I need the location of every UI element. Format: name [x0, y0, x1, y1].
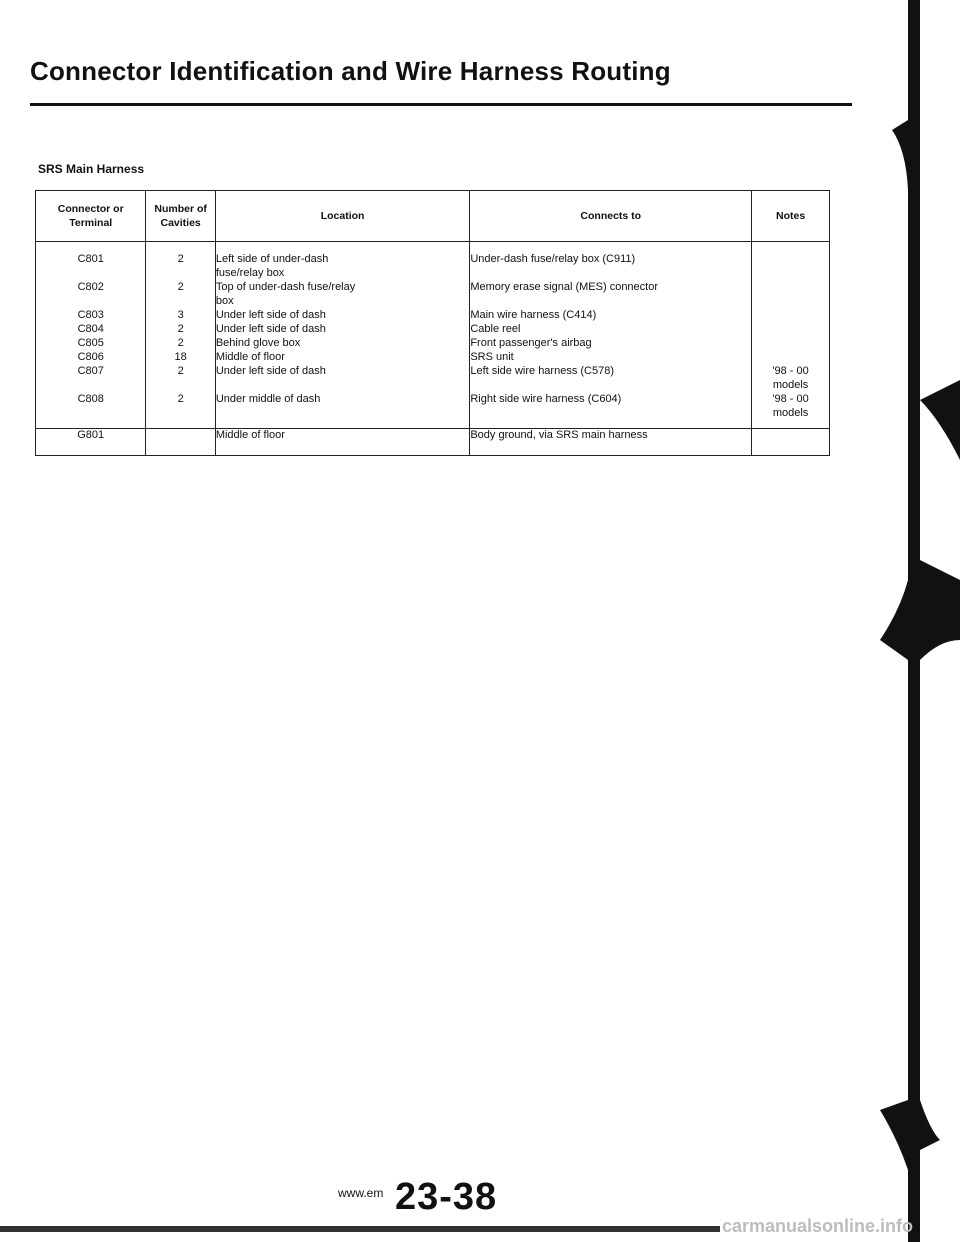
location-line: Under left side of dash — [215, 323, 326, 335]
ground-cavities — [146, 429, 215, 456]
notes-line: models — [772, 379, 809, 391]
watermark-left: www.em — [338, 1186, 384, 1200]
cavities-line: 2 — [177, 393, 184, 405]
connects-line: Right side wire harness (C604) — [470, 393, 622, 405]
ground-connects: Body ground, via SRS main harness — [470, 429, 752, 456]
notes-line — [752, 252, 829, 266]
location-line: Middle of floor — [215, 351, 285, 363]
terminal-line: C805 — [77, 337, 104, 349]
notes-line — [752, 322, 829, 336]
location-line: Top of under-dash fuse/relay — [215, 281, 356, 293]
table-row-connectors — [36, 242, 830, 429]
location-line: Left side of under-dash — [215, 253, 329, 265]
harness-table — [35, 190, 830, 456]
terminal-line: C804 — [77, 323, 104, 335]
location-column — [215, 242, 470, 429]
cavities-column — [146, 242, 215, 429]
terminal-line: C808 — [77, 393, 104, 405]
page-number: 23-38 — [395, 1176, 498, 1218]
footer-bar — [0, 1226, 720, 1232]
notes-line — [752, 350, 829, 364]
terminal-line — [36, 266, 145, 280]
location-line — [216, 378, 470, 392]
connects-line — [470, 294, 751, 308]
cavities-line: 2 — [177, 365, 184, 377]
notes-line: models — [772, 407, 809, 419]
title-rule — [30, 103, 852, 106]
connects-line: Main wire harness (C414) — [470, 309, 597, 321]
notes-line — [752, 280, 829, 294]
header-notes: Notes — [752, 191, 830, 242]
connects-line: Memory erase signal (MES) connector — [470, 281, 659, 293]
connects-column — [470, 242, 752, 429]
terminal-line — [36, 294, 145, 308]
location-line: fuse/relay box — [215, 267, 285, 279]
watermark-right: carmanualsonline.info — [722, 1216, 914, 1236]
cavities-line: 18 — [174, 351, 187, 363]
connects-line: SRS unit — [470, 351, 514, 363]
cavities-line: 2 — [177, 253, 184, 265]
binder-tabs-graphic — [880, 0, 960, 1242]
terminal-column — [36, 242, 146, 429]
section-subtitle: SRS Main Harness — [38, 162, 145, 176]
connects-line — [470, 266, 751, 280]
connects-line: Front passenger's airbag — [470, 337, 592, 349]
terminal-line — [36, 378, 145, 392]
ground-location: Middle of floor — [215, 429, 470, 456]
notes-line — [752, 266, 829, 280]
table-row-ground — [36, 429, 830, 456]
notes-column — [752, 242, 830, 429]
header-connects-to: Connects to — [470, 191, 752, 242]
terminal-line: C802 — [77, 281, 104, 293]
header-location: Location — [215, 191, 470, 242]
connects-line — [470, 378, 751, 392]
cavities-line: 2 — [177, 323, 184, 335]
location-line: Under middle of dash — [215, 393, 321, 405]
terminal-line: C803 — [77, 309, 104, 321]
terminal-line: C806 — [77, 351, 104, 363]
location-line: box — [215, 295, 234, 307]
notes-line — [752, 294, 829, 308]
notes-line — [752, 308, 829, 322]
connects-line: Under-dash fuse/relay box (C911) — [470, 253, 636, 265]
connects-line: Left side wire harness (C578) — [470, 365, 615, 377]
cavities-line: 3 — [177, 309, 184, 321]
location-line: Under left side of dash — [215, 365, 326, 377]
connects-line: Cable reel — [470, 323, 521, 335]
notes-line: '98 - 00 — [772, 393, 809, 405]
cavities-line: 2 — [177, 337, 184, 349]
cavities-line — [146, 378, 214, 392]
page-title: Connector Identification and Wire Harness Routing — [30, 56, 671, 86]
location-line: Behind glove box — [215, 337, 301, 349]
location-line: Under left side of dash — [215, 309, 326, 321]
notes-line — [752, 336, 829, 350]
ground-terminal: G801 — [36, 429, 146, 456]
ground-notes — [752, 429, 830, 456]
header-terminal: Connector or Terminal — [36, 191, 146, 242]
header-cavities: Number of Cavities — [146, 191, 215, 242]
cavities-line: 2 — [177, 281, 184, 293]
cavities-line — [146, 266, 214, 280]
terminal-line: C807 — [77, 365, 104, 377]
cavities-line — [146, 294, 214, 308]
table-header-row — [36, 191, 830, 242]
notes-line: '98 - 00 — [772, 365, 809, 377]
terminal-line: C801 — [77, 253, 104, 265]
